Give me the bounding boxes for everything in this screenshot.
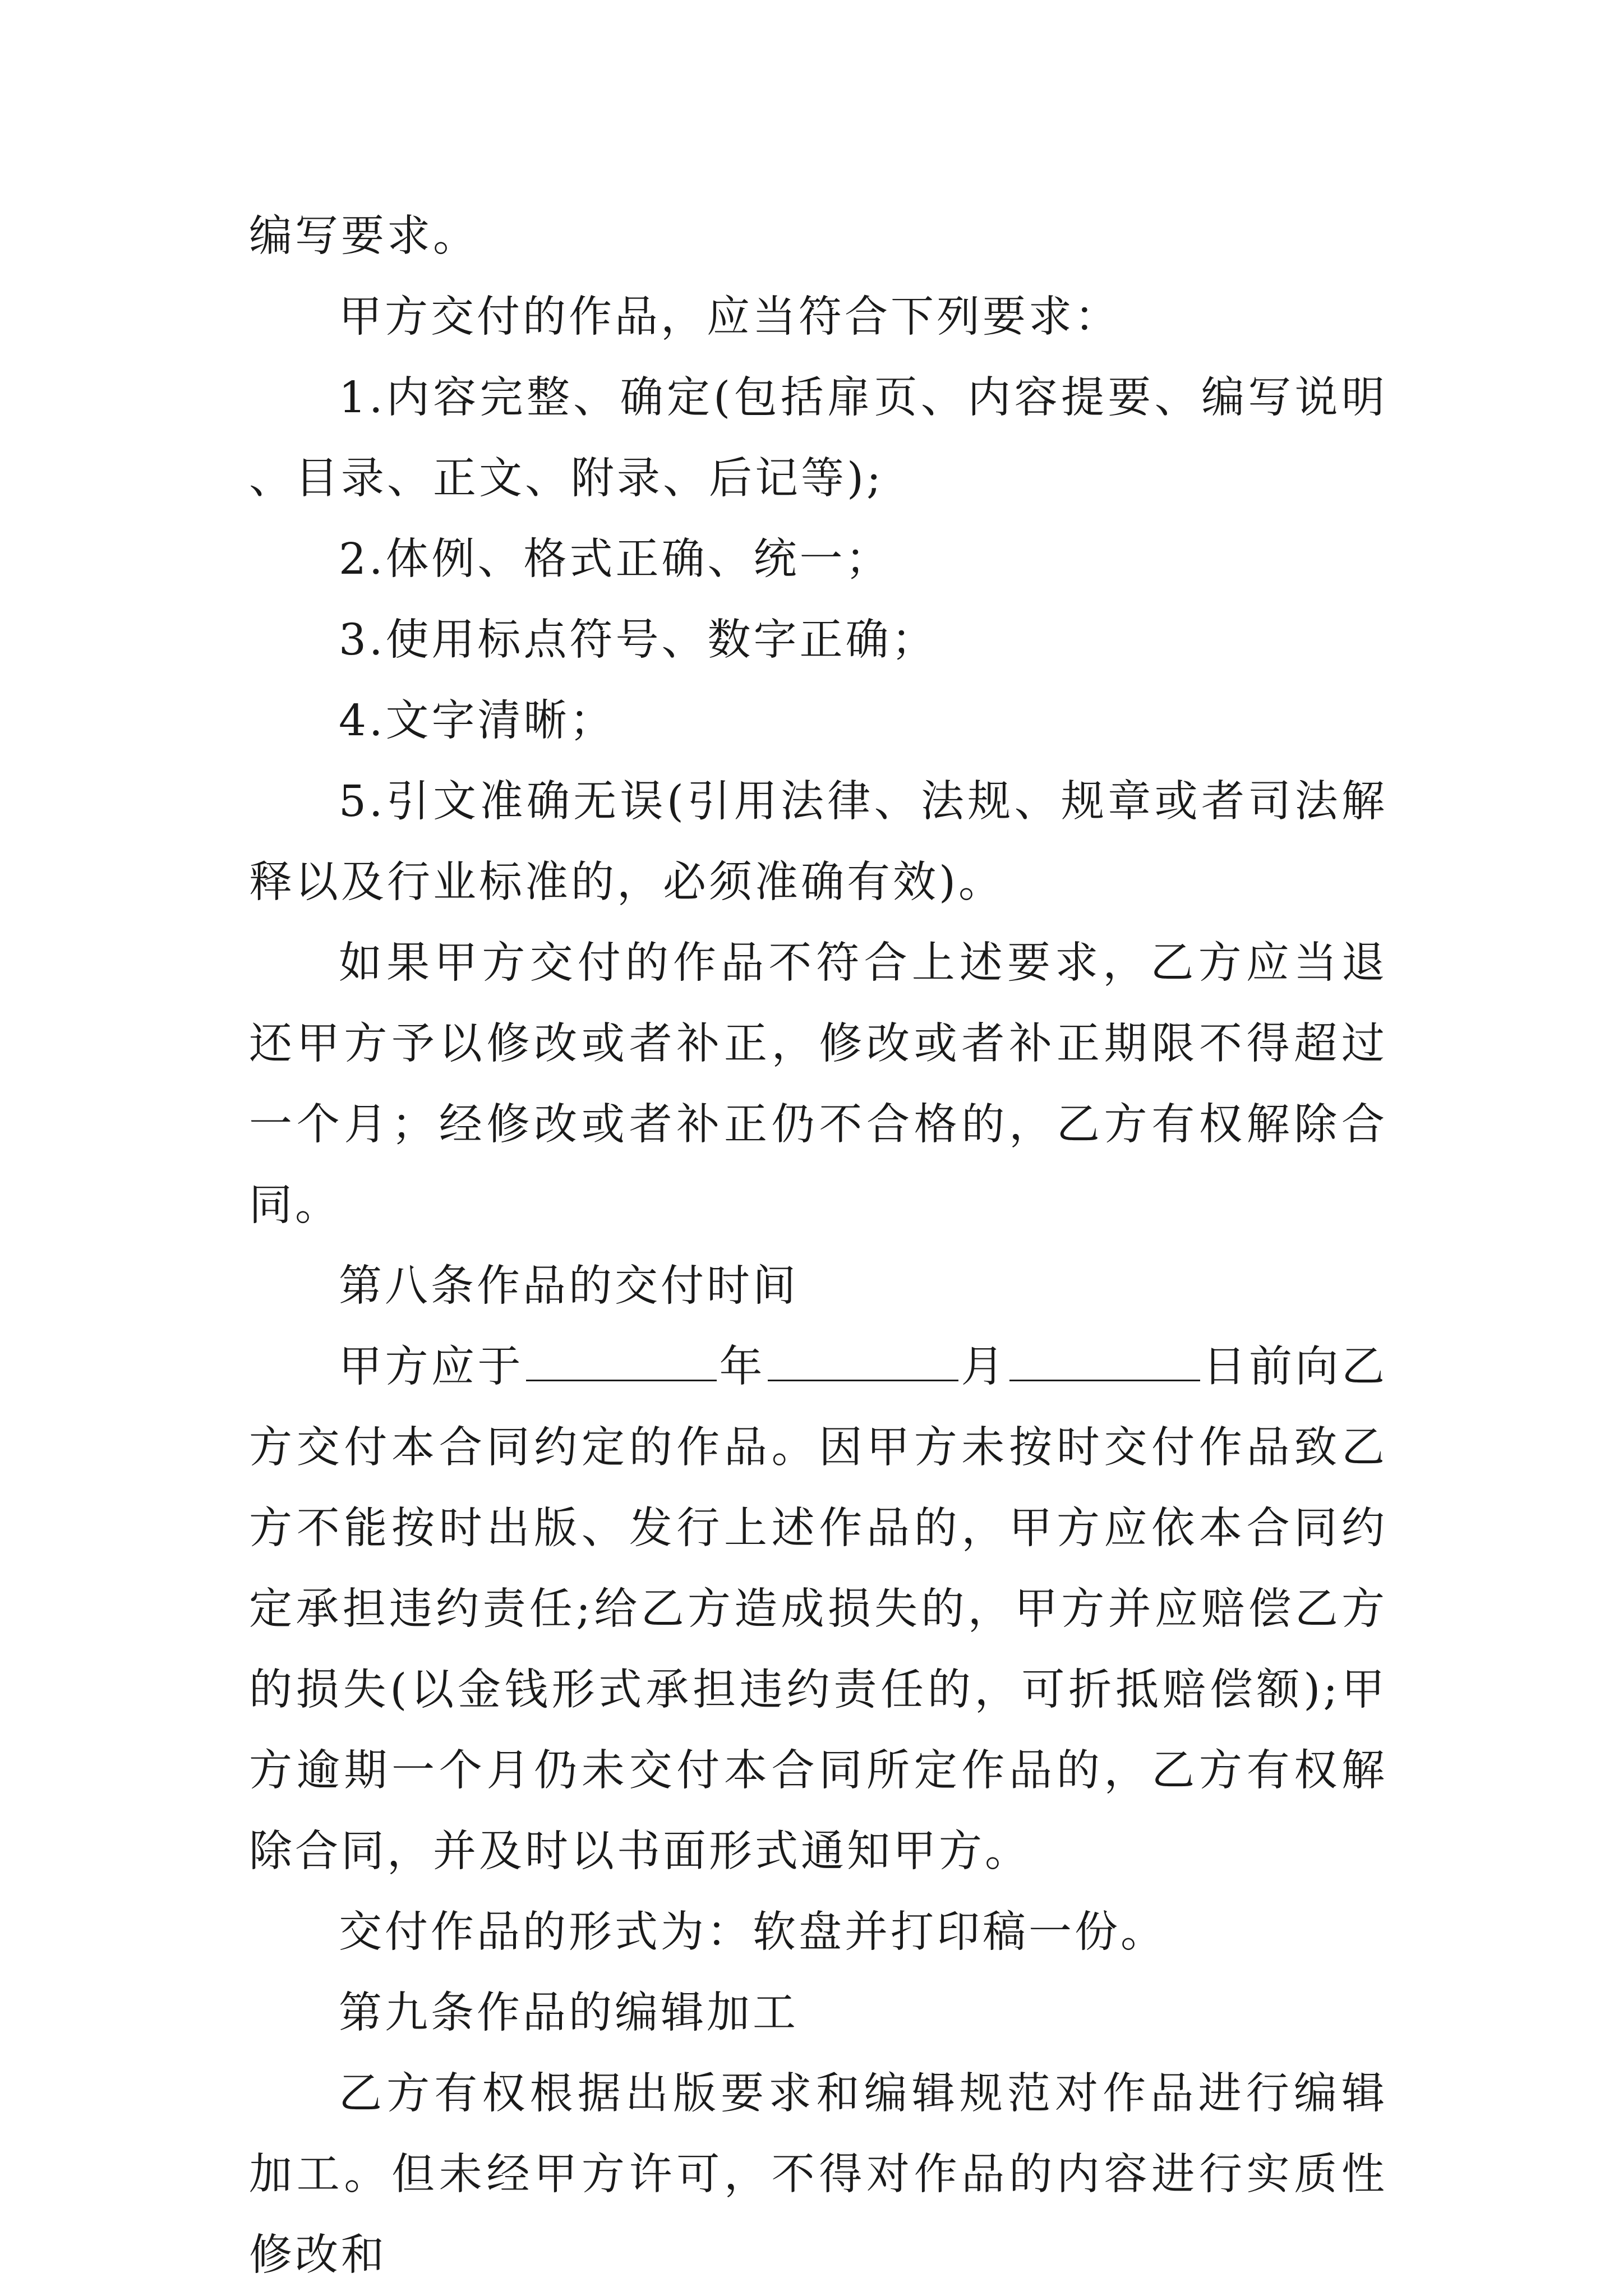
requirement-item-3: 3.使用标点符号、数字正确； (339, 615, 938, 665)
paragraph-requirements-intro: 甲方交付的作品，应当符合下列要求： (339, 292, 1121, 342)
document-body (249, 196, 1387, 2296)
requirement-item-1: 1.内容完整、确定(包括扉页、内容提要、编写说明、目录、正文、附录、后记等); (249, 373, 1387, 504)
day-blank (1009, 1344, 1200, 1381)
requirement-item-4: 4.文字清晰； (339, 696, 616, 746)
delivery-text-4: 日前向乙方交付本合同约定的作品。因甲方未按时交付作品致乙方不能按时出版、发行上述作品的，甲方应依本合同约定承担违约责任;给乙方造成损失的，甲方并应赔偿乙方的损失(以金钱形式承担违约责任的，可折抵赔偿额);甲方逾期一个月仍未交付本合同所定作品的，乙方有权解除合同，并及时以书面形式通知甲方。 (249, 1342, 1387, 1877)
paragraph-continuation: 编写要求。 (249, 211, 479, 261)
month-blank (768, 1344, 958, 1381)
delivery-text-2: 年 (719, 1342, 766, 1392)
delivery-text-1: 甲方应于 (339, 1342, 524, 1392)
paragraph-delivery-time (249, 1327, 1387, 1892)
paragraph-editing: 乙方有权根据出版要求和编辑规范对作品进行编辑加工。但未经甲方许可，不得对作品的内容进行实质性修改和 (249, 2069, 1387, 2280)
article-8-heading: 第八条作品的交付时间 (339, 1261, 799, 1311)
requirement-item-5: 5.引文准确无误(引用法律、法规、规章或者司法解释以及行业标准的，必须准确有效)。 (249, 777, 1387, 907)
delivery-text-3: 月 (961, 1342, 1007, 1392)
requirement-item-2: 2.体例、格式正确、统一； (339, 534, 892, 584)
article-9-heading: 第九条作品的编辑加工 (339, 1988, 799, 2038)
paragraph-nonconformance: 如果甲方交付的作品不符合上述要求，乙方应当退还甲方予以修改或者补正，修改或者补正期限不得超过一个月；经修改或者补正仍不合格的，乙方有权解除合同。 (249, 938, 1387, 1230)
year-blank (526, 1344, 717, 1381)
paragraph-delivery-form: 交付作品的形式为：软盘并打印稿一份。 (339, 1907, 1166, 1957)
